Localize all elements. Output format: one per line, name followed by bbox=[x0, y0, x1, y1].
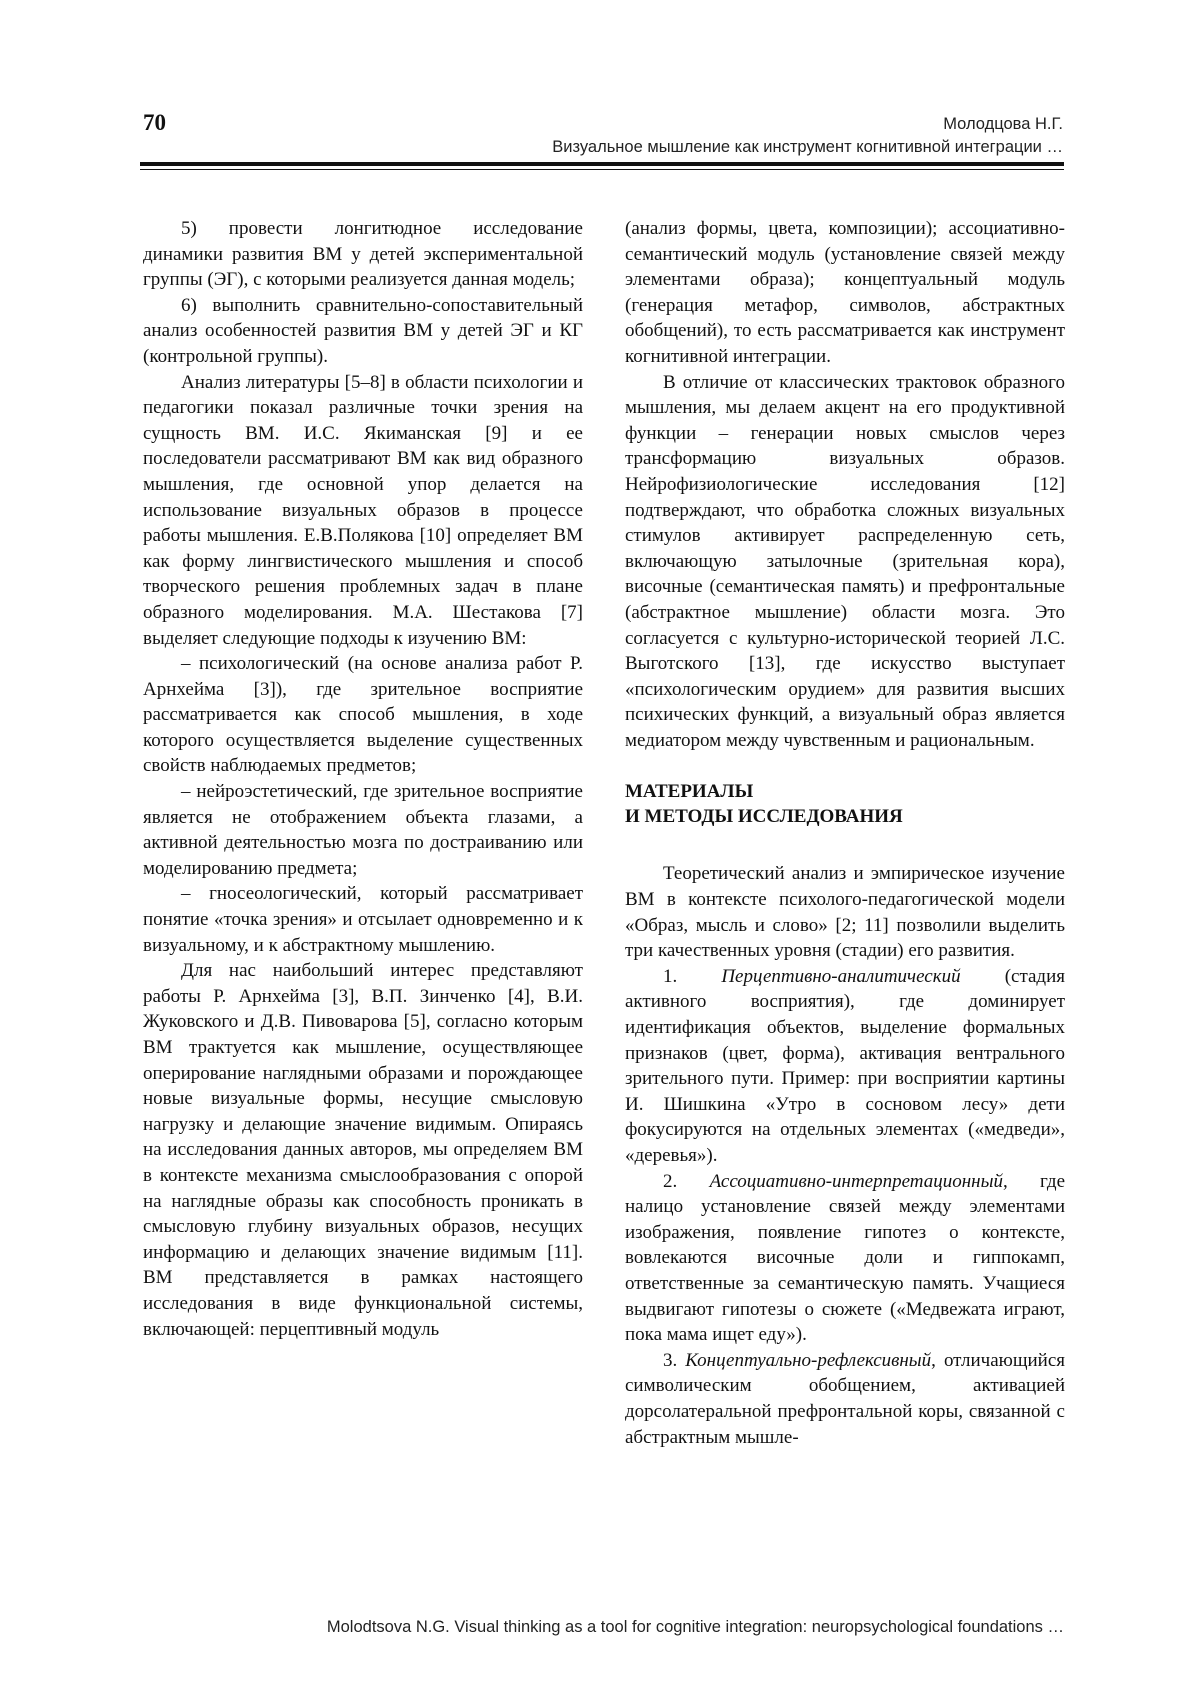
paragraph: В отличие от классических трактовок образного мышления, мы делаем акцент на его продуктивной функции – генерации новых смыслов через трансформацию визуальных образов. Нейрофизиологические исследования [12] подтверждают, что обработка сложных визуальных стимулов активирует распределенную сеть, включающую затылочные (зрительная кора), височные (семантическая память) и префронтальные (абстрактное мышление) области мозга. Это согласуется с культурно-исторической теорией Л.С. Выготского [13], где искусство выступает «психологическим орудием» для развития высших психических функций, а визуальный образ является медиатором между чувственным и рациональным. bbox=[625, 371, 1065, 751]
paragraph: 6) выполнить сравнительно-сопоставительный анализ особенностей развития ВМ у детей ЭГ и КГ (контрольной группы). bbox=[143, 294, 583, 367]
header-author: Молодцова Н.Г. bbox=[943, 115, 1063, 133]
stage-item bbox=[625, 964, 1065, 1169]
section-heading bbox=[625, 779, 1065, 829]
stage-item bbox=[625, 1348, 1065, 1450]
stage-number: 3. bbox=[663, 1349, 686, 1371]
stage-description: , отличающийся символическим обобщением, активацией дорсолатеральной префронтальной коры, связанной с абстрактным мышле- bbox=[625, 1349, 1065, 1448]
paragraph: (анализ формы, цвета, композиции); ассоциативно-семантический модуль (установление связей между элементами образа); концептуальный модуль (генерация метафор, символов, абстрактных обобщений), то есть рассматривается как инструмент когнитивной интеграции. bbox=[625, 218, 1065, 367]
paragraph: Для нас наибольший интерес представляют работы Р. Арнхейма [3], В.П. Зинченко [4], В.И. Жуковского и Д.В. Пивоварова [5], согласно которым ВМ трактуется как мышление, осуществляющее оперирование наглядными образами и порождающее новые визуальные формы, несущие смысловую нагрузку и делающие значение видимым. Опираясь на исследования данных авторов, мы определяем ВМ в контексте механизма смыслообразования с опорой на наглядные образы как способность проникать в смысловую глубину визуальных образов, несущих информацию и делающих значение видимым [11]. ВМ представляется в рамках настоящего исследования в виде функциональной системы, включающей: перцептивный модуль bbox=[143, 960, 583, 1340]
section-heading-line: МАТЕРИАЛЫ bbox=[625, 781, 754, 803]
running-foot: Molodtsova N.G. Visual thinking as a tool for cognitive integration: neuropsychological foundations … bbox=[326, 1618, 1064, 1636]
stage-number: 2. bbox=[663, 1170, 710, 1192]
page-number: 70 bbox=[143, 110, 166, 135]
stage-description: , где налицо установление связей между элементами изображения, появление гипотез о контексте, вовлекаются височные доли и гиппокамп, ответственные за семантическую память. Учащиеся выдвигают гипотезы о сюжете («Медвежата играют, пока мама ищет еду»). bbox=[625, 1170, 1066, 1346]
header-rule-thin bbox=[140, 169, 1064, 170]
right-column bbox=[625, 216, 1065, 1450]
list-item: – гносеологический, который рассматривает понятие «точка зрения» и отсылает одновременно и к визуальному, и к абстрактному мышлению. bbox=[143, 883, 583, 956]
section-heading-line: И МЕТОДЫ ИССЛЕДОВАНИЯ bbox=[625, 806, 903, 828]
paragraph: 5) провести лонгитюдное исследование динамики развития ВМ у детей экспериментальной группы (ЭГ), с которыми реализуется данная модель; bbox=[143, 218, 583, 291]
left-column bbox=[143, 216, 583, 1342]
list-item: – психологический (на основе анализа работ Р. Арнхейма [3]), где зрительное восприятие рассматривается как способ мышления, в ходе которого осуществляется выделение существенных свойств наблюдаемых предметов; bbox=[143, 653, 583, 777]
stage-term: Ассоциативно-интерпретационный bbox=[709, 1170, 1003, 1192]
stage-number: 1. bbox=[663, 965, 722, 987]
stage-term: Концептуально-рефлексивный bbox=[685, 1349, 932, 1371]
stage-description: (стадия активного восприятия), где доминирует идентификация объектов, выделение формальных признаков (цвет, форма), активация вентрального зрительного пути. Пример: при восприятии картины И. Шишкина «Утро в сосновом лесу» дети фокусируются на отдельных элементах («медведи», «деревья»). bbox=[625, 965, 1065, 1166]
stage-term: Перцептивно-аналитический bbox=[721, 965, 961, 987]
running-head bbox=[552, 113, 1063, 159]
list-item: – нейроэстетический, где зрительное восприятие является не отображением объекта глазами, а активной деятельностью мозга по достраиванию или моделированию предмета; bbox=[143, 781, 583, 879]
header-short-title: Визуальное мышление как инструмент когнитивной интеграции … bbox=[552, 138, 1063, 156]
stage-item bbox=[625, 1169, 1065, 1348]
paragraph: Анализ литературы [5–8] в области психологии и педагогики показал различные точки зрения на сущность ВМ. И.С. Якиманская [9] и ее последователи рассматривают ВМ как вид образного мышления, где основной упор делается на использование визуальных образов в процессе работы мышления. Е.В.Полякова [10] определяет ВМ как форму лингвистического мышления и способ творческого решения проблемных задач в плане образного моделирования. М.А. Шестакова [7] выделяет следующие подходы к изучению ВМ: bbox=[143, 371, 583, 649]
header-rule-thick bbox=[140, 162, 1064, 166]
paragraph: Теоретический анализ и эмпирическое изучение ВМ в контексте психолого-педагогической модели «Образ, мысль и слово» [2; 11] позволили выделить три качественных уровня (стадии) его развития. bbox=[625, 863, 1065, 962]
